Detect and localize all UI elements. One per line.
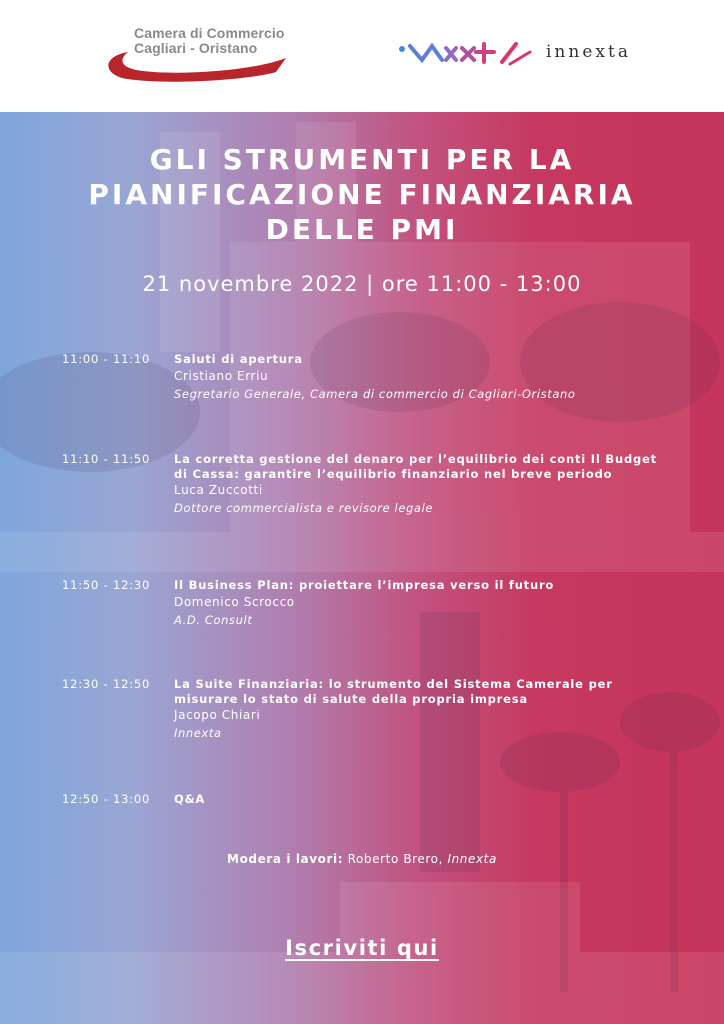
agenda-details (174, 352, 664, 403)
agenda-details (174, 677, 664, 742)
chamber-swoosh-icon (100, 50, 290, 84)
header (0, 0, 724, 112)
agenda-title: Saluti di apertura (174, 352, 303, 366)
poster-content (0, 112, 724, 1024)
register-link[interactable]: Iscriviti qui (285, 936, 439, 960)
agenda-title: Il Business Plan: proiettare l’impresa verso il futuro (174, 578, 555, 592)
agenda-time: 11:50 - 12:30 (62, 578, 151, 592)
agenda-speaker: Cristiano Erriu (174, 368, 269, 383)
event-title-line: GLI STRUMENTI PER LA (149, 143, 575, 176)
event-title-line: DELLE PMI (265, 213, 459, 246)
event-date-time: 21 novembre 2022 | ore 11:00 - 13:00 (142, 272, 582, 296)
register-cta (0, 936, 724, 960)
agenda-title: La Suite Finanziaria: lo strumento del Sistema Camerale per misurare lo stato di salute della propria impresa (174, 677, 613, 706)
agenda-speaker: Domenico Scrocco (174, 594, 295, 609)
agenda-details (174, 452, 664, 517)
moderator-line (0, 852, 724, 866)
agenda-title: Q&A (174, 792, 206, 806)
moderator-label: Modera i lavori: (227, 852, 344, 866)
agenda-speaker-role: A.D. Consult (174, 612, 253, 627)
agenda-time: 11:10 - 11:50 (62, 452, 151, 466)
event-title-line: PIANIFICAZIONE FINANZIARIA (88, 178, 636, 211)
chamber-of-commerce-logo (100, 22, 290, 86)
agenda-speaker: Luca Zuccotti (174, 483, 263, 497)
agenda-time: 11:00 - 11:10 (62, 352, 151, 366)
agenda-speaker-role: Innexta (174, 726, 222, 740)
agenda-speaker-role: Dottore commercialista e revisore legale (174, 501, 434, 515)
event-title (0, 142, 724, 247)
agenda-speaker: Jacopo Chiari (174, 708, 261, 722)
moderator-name: Roberto Brero, (347, 852, 444, 866)
chamber-logo-line1: Camera di Commercio (134, 25, 285, 41)
agenda-time: 12:30 - 12:50 (62, 677, 151, 691)
agenda-time: 12:50 - 13:00 (62, 792, 151, 806)
agenda-details (174, 792, 664, 807)
poster-body (0, 112, 724, 1024)
innexta-wordmark: innexta (546, 42, 631, 62)
agenda-speaker-role: Segretario Generale, Camera di commercio di Cagliari-Oristano (174, 386, 576, 401)
innexta-logo (398, 38, 658, 74)
moderator-org: Innexta (447, 852, 497, 866)
agenda-details (174, 578, 664, 629)
chamber-logo-line2: Cagliari - Oristano (134, 40, 258, 56)
innexta-mark-icon (398, 40, 538, 70)
agenda-title: La corretta gestione del denaro per l’equilibrio dei conti Il Budget di Cassa: garantire l’equilibrio finanziario nel breve periodo (174, 452, 657, 481)
